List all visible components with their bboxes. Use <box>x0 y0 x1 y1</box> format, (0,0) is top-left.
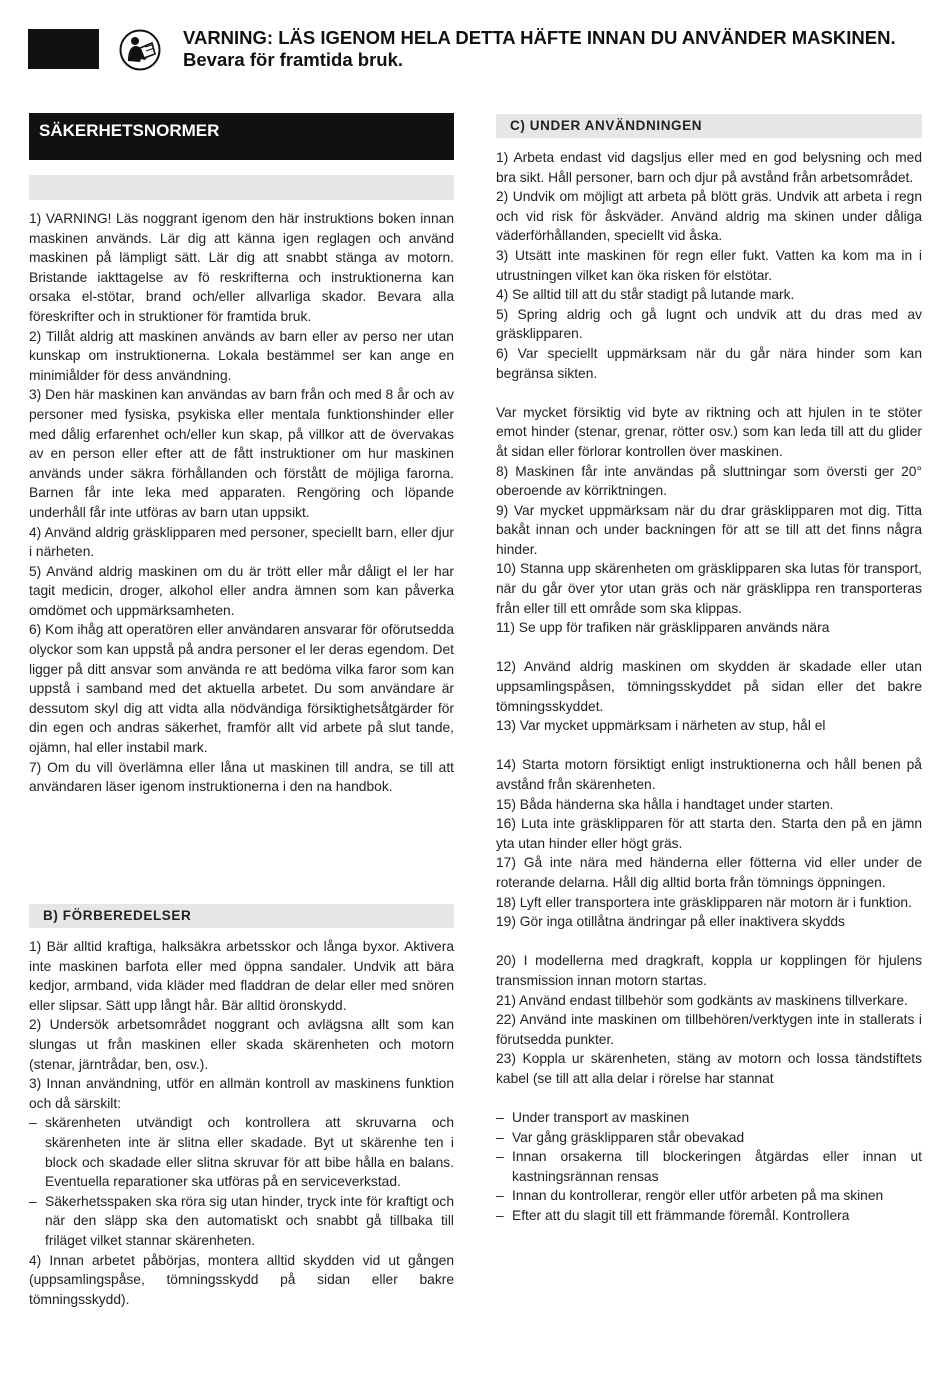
paragraph: 7) Om du vill överlämna eller låna ut maskinen till andra, se till att användaren läser igenom instruktionerna i den na handbok. <box>29 759 454 795</box>
blank-line <box>496 1089 922 1109</box>
read-manual-icon <box>119 29 161 71</box>
paragraph: 23) Koppla ur skärenheten, stäng av motorn och lossa tändstiftets kabel (se till att alla delar i rörelse har stannat <box>496 1051 922 1086</box>
warning-title: VARNING: LÄS IGENOM HELA DETTA HÄFTE INNAN DU ANVÄNDER MASKINEN. Bevara för framtida bruk. <box>183 27 896 70</box>
bullet-dash: – <box>496 1188 504 1204</box>
section-b-text <box>29 937 454 1309</box>
blank-line <box>496 383 922 403</box>
blank-line <box>496 736 922 756</box>
paragraph: 1) Bär alltid kraftiga, halksäkra arbetsskor och långa byxor. Aktivera inte maskinen barfota eller med öppna sandaler. Undvik att bära kedjor, armband, vida kläder med fladdran de delar eller med snören eller slipsar. Sätt upp långt hår. Bär alltid öronskydd. <box>29 939 454 1013</box>
list-item <box>496 1147 922 1186</box>
paragraph: 11) Se upp för trafiken när gräsklipparen används nära <box>496 620 830 636</box>
list-item <box>496 1186 922 1206</box>
paragraph: 21) Använd endast tillbehör som godkänts av maskinens tillverkare. <box>496 992 908 1008</box>
list-item-text: skärenheten utvändigt och kontrollera att skruvarna och skärenheten inte är slitna eller skadade. Byt ut skärenhe ten i block och skadade eller slitna skruvar för att bibe hålla en balans. Eventuella reparationer ska utföras på en serviceverkstad. <box>45 1115 454 1190</box>
paragraph: 18) Lyft eller transportera inte gräsklipparen när motorn är i funktion. <box>496 894 912 910</box>
bullet-dash: – <box>496 1129 504 1145</box>
paragraph: 2) Tillåt aldrig att maskinen används av barn eller av perso ner utan kunskap om instruktionerna. Lokala bestämmel ser kan ange en minimiålder för dess användning. <box>29 328 454 383</box>
paragraph: 3) Utsätt inte maskinen för regn eller fukt. Vatten ka kom ma in i utrustningen vilket kan öka risken för elstötar. <box>496 247 922 283</box>
paragraph: 2) Undvik om möjligt att arbeta på blött gräs. Undvik att arbeta i regn och vid risk för åskväder. Använd aldrig ma skinen under dåliga väderförhållanden, speciellt vid åska. <box>496 189 922 244</box>
section-c-text <box>496 148 922 1226</box>
paragraph: 6) Kom ihåg att operatören eller användaren ansvarar för oförutsedda olyckor som kan uppstå på andra personer el ler deras egendom. Det ligger på ditt ansvar som använda re att bedöma vilka faror som kan uppstå i samband med det aktuella arbetet. Du som användare är dessutom skyl dig att vidta alla nödvändiga försiktighetsåtgärder för din egen och andras säkerhet, framför allt vid arbete på slut tande, ojämn, hal eller instabil mark. <box>29 622 454 756</box>
list-item-text: Innan orsakerna till blockeringen åtgärdas eller innan ut kastningsrännan rensas <box>512 1149 922 1184</box>
header-black-tab <box>28 29 99 69</box>
paragraph: 19) Gör inga otillåtna ändringar på eller inaktivera skydds <box>496 914 845 930</box>
list-item <box>496 1108 922 1128</box>
bullet-dash: – <box>496 1208 504 1224</box>
paragraph: 3) Innan användning, utför en allmän kontroll av maskinens funktion och då särskilt: <box>29 1076 454 1111</box>
paragraph: Var mycket försiktig vid byte av riktning och att hjulen in te stöter emot hinder (stenar, grenar, rötter osv.) som kan leda till att du glider åt sidan eller förlorar kontrollen över maskinen. <box>496 404 922 459</box>
bullet-dash: – <box>496 1149 504 1165</box>
list-item <box>29 1192 454 1251</box>
paragraph: 5) Spring aldrig och gå lugnt och undvik att du dras med av gräsklipparen. <box>496 306 922 342</box>
blank-line <box>496 638 922 658</box>
paragraph: 1) VARNING! Läs noggrant igenom den här instruktions boken innan maskinen används. Lär dig att känna igen reglagen och använd maskinen på lämpligt sätt. Lär dig att snabbt stänga av motorn. Bristande iakttagelse av fö reskrifterna och instruktionerna kan orsaka el-stötar, brand och/eller allvarliga skador. Bevara alla föreskrifter och in struktioner för framtida bruk. <box>29 211 454 324</box>
bullet-dash: – <box>29 1193 37 1209</box>
list-item <box>496 1128 922 1148</box>
section-a-bar <box>29 175 454 200</box>
paragraph: 20) I modellerna med dragkraft, koppla ur kopplingen för hjulens transmission innan motorn startas. <box>496 953 922 988</box>
paragraph: 17) Gå inte nära med händerna eller fötterna vid eller under de roterande delarna. Håll dig alltid borta från tömnings öppningen. <box>496 855 922 890</box>
paragraph: 13) Var mycket uppmärksam i närheten av stup, hål el <box>496 718 826 734</box>
paragraph: 6) Var speciellt uppmärksam när du går nära hinder som kan begränsa sikten. <box>496 345 922 381</box>
list-item-text: Efter att du slagit till ett främmande föremål. Kontrollera <box>512 1208 850 1224</box>
paragraph: 2) Undersök arbetsområdet noggrant och avlägsna allt som kan slungas ut från maskinen eller skada skärenheten och motorn (stenar, järntrådar, ben, osv.). <box>29 1017 454 1072</box>
paragraph: 3) Den här maskinen kan användas av barn från och med 8 år och av personer med fysiska, psykiska eller mentala funktionshinder eller med dålig erfarenhet och/eller kun skap, på villkor att de övervakas av en person eller efter att de fått instruktioner om hur maskinen används under säkra förhållanden och förstått de möjliga farorna. Barnen får inte leka med apparaten. Rengöring och löpande underhåll får inte utföras av barn utan uppsikt. <box>29 387 454 520</box>
section-b-heading: B) FÖRBEREDELSER <box>29 904 454 928</box>
list-item-text: Innan du kontrollerar, rengör eller utför arbeten på ma skinen <box>512 1188 884 1204</box>
blank-line <box>496 932 922 952</box>
paragraph: 8) Maskinen får inte användas på sluttningar som översti ger 20° oberoende av körriktningen. <box>496 463 922 499</box>
bullet-dash: – <box>496 1110 504 1126</box>
section-c-heading: C) UNDER ANVÄNDNINGEN <box>496 114 922 138</box>
main-heading: SÄKERHETSNORMER <box>39 121 220 140</box>
list-item-text: Var gång gräsklipparen står obevakad <box>512 1129 745 1145</box>
paragraph: 12) Använd aldrig maskinen om skydden är skadade eller utan uppsamlingspåsen, tömningsskyddet på sidan eller det bakre tömningsskyddet. <box>496 659 922 714</box>
paragraph: 15) Båda händerna ska hålla i handtaget under starten. <box>496 796 834 812</box>
paragraph: 9) Var mycket uppmärksam när du drar gräsklipparen mot dig. Titta bakåt innan och under backningen för att se till att det finns några hinder. <box>496 502 922 557</box>
section-a-text <box>29 209 454 797</box>
list-item-text: Säkerhetsspaken ska röra sig utan hinder, tryck inte för kraftigt och när den släpp ska den automatiskt och snabbt gå tillbaka till friläget vilket stannar skärenheten. <box>45 1193 454 1248</box>
paragraph: 4) Se alltid till att du står stadigt på lutande mark. <box>496 287 795 303</box>
paragraph: 4) Använd aldrig gräsklipparen med personer, speciellt barn, eller djur i närheten. <box>29 524 454 560</box>
paragraph: 22) Använd inte maskinen om tillbehören/verktygen inte in stallerats i förutsedda punkter. <box>496 1012 922 1047</box>
bullet-dash: – <box>29 1115 37 1131</box>
list-item-text: Under transport av maskinen <box>512 1110 690 1126</box>
paragraph: 10) Stanna upp skärenheten om gräsklipparen ska lutas för transport, när du går över ytor utan gräs och när gräsklippa ren transporteras från eller till ett område som ska klippas. <box>496 561 922 616</box>
paragraph: 4) Innan arbetet påbörjas, montera alltid skydden vid ut gången (uppsamlingspåse, tömningsskydd på sidan eller bakre tömningsskydd). <box>29 1252 454 1307</box>
paragraph: 1) Arbeta endast vid dagsljus eller med en god belysning och med bra sikt. Håll personer, barn och djur på avstånd från arbetsområdet. <box>496 150 922 185</box>
paragraph: 16) Luta inte gräsklipparen för att starta den. Starta den på en jämn yta utan hinder eller högt gräs. <box>496 816 922 851</box>
paragraph: 5) Använd aldrig maskinen om du är trött eller mår dåligt el ler har tagit medicin, droger, alkohol eller andra ämnen som kan påverka omdömet och uppmärksamheten. <box>29 563 454 618</box>
paragraph: 14) Starta motorn försiktigt enligt instruktionerna och håll benen på avstånd från skärenheten. <box>496 757 922 792</box>
list-item <box>496 1206 922 1226</box>
list-item <box>29 1113 454 1191</box>
main-heading-bar <box>29 113 454 160</box>
